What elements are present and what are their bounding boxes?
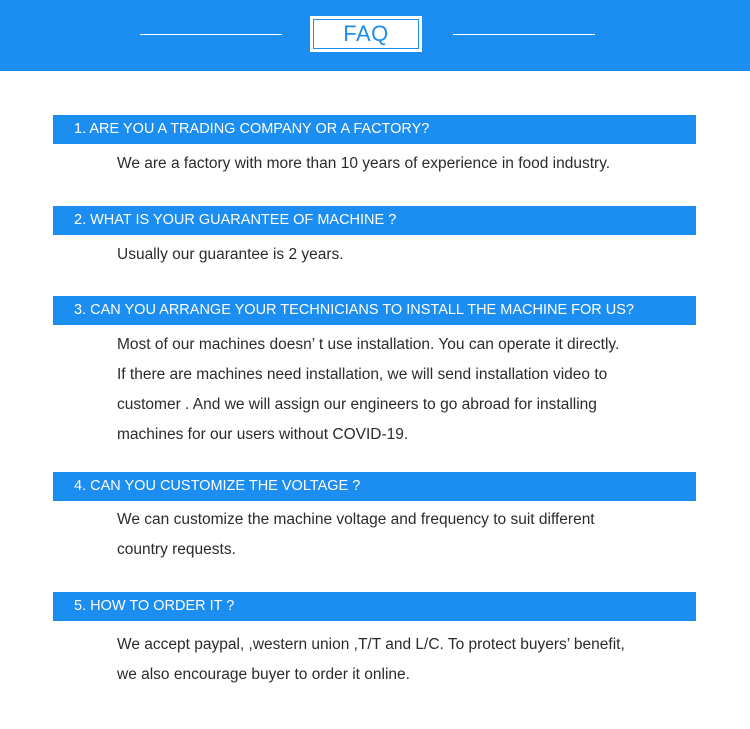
- faq-item-2: [53, 206, 696, 270]
- header-band: [0, 0, 750, 71]
- faq-answer: [53, 149, 696, 179]
- faq-answer: [53, 330, 696, 450]
- faq-answer-line: We are a factory with more than 10 years of experience in food industry.: [117, 155, 611, 172]
- header-divider-right: [453, 34, 595, 35]
- faq-question: 4. CAN YOU CUSTOMIZE THE VOLTAGE ?: [53, 472, 696, 501]
- faq-answer-line: Usually our guarantee is 2 years.: [117, 246, 344, 263]
- faq-answer: [53, 505, 696, 565]
- faq-answer-line: We accept paypal, ,western union ,T/T and L/C. To protect buyers’ benefit,: [117, 636, 625, 653]
- faq-question: 1. ARE YOU A TRADING COMPANY OR A FACTORY?: [53, 115, 696, 144]
- faq-item-5: [53, 592, 696, 690]
- faq-question: 5. HOW TO ORDER IT ?: [53, 592, 696, 621]
- faq-answer: [53, 240, 696, 270]
- faq-item-3: [53, 296, 696, 450]
- faq-answer-line: we also encourage buyer to order it online.: [117, 666, 410, 683]
- faq-answer-line: machines for our users without COVID-19.: [117, 426, 409, 443]
- faq-question: 2. WHAT IS YOUR GUARANTEE OF MACHINE ?: [53, 206, 696, 235]
- faq-item-4: [53, 472, 696, 565]
- faq-item-1: [53, 115, 696, 179]
- header-divider-left: [140, 34, 282, 35]
- page-title: FAQ: [343, 21, 389, 46]
- faq-question: 3. CAN YOU ARRANGE YOUR TECHNICIANS TO INSTALL THE MACHINE FOR US?: [53, 296, 696, 325]
- faq-title-box: [309, 15, 423, 53]
- faq-answer-line: Most of our machines doesn’ t use installation. You can operate it directly.: [117, 336, 620, 353]
- faq-answer: [53, 630, 696, 690]
- faq-answer-line: We can customize the machine voltage and frequency to suit different: [117, 511, 595, 528]
- faq-answer-line: customer . And we will assign our engineers to go abroad for installing: [117, 396, 597, 413]
- faq-answer-line: If there are machines need installation, we will send installation video to: [117, 366, 608, 383]
- faq-content: [0, 71, 750, 729]
- faq-answer-line: country requests.: [117, 541, 236, 558]
